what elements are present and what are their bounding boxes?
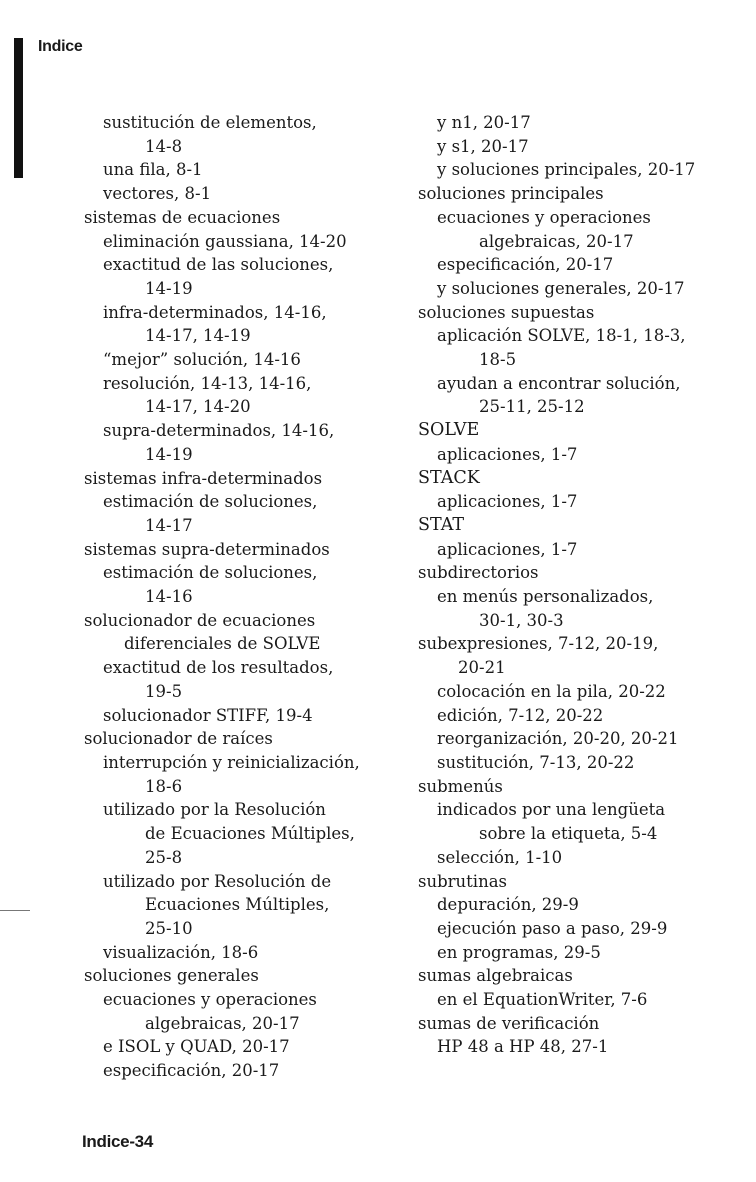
index-subentry: ecuaciones y operaciones — [103, 990, 317, 1010]
index-subentry: e ISOL y QUAD, 20-17 — [103, 1037, 290, 1057]
index-subentry: interrupción y reinicialización, — [103, 752, 360, 772]
index-subentry: 14-17, 14-20 — [145, 397, 251, 417]
margin-mark — [0, 910, 30, 911]
index-subentry: especificación, 20-17 — [103, 1061, 280, 1081]
index-subentry: aplicaciones, 1-7 — [437, 539, 578, 559]
index-subentry: sobre la etiqueta, 5-4 — [479, 824, 658, 844]
index-column-left — [84, 111, 384, 1083]
index-subentry: depuración, 29-9 — [437, 895, 579, 915]
index-subentry: estimación de soluciones, — [103, 563, 318, 583]
index-subentry: sustitución, 7-13, 20-22 — [437, 752, 635, 772]
index-subentry: exactitud de los resultados, — [103, 658, 334, 678]
index-subentry: solucionador STIFF, 19-4 — [103, 705, 313, 725]
index-subentry: visualización, 18-6 — [103, 942, 259, 962]
index-subentry: en programas, 29-5 — [437, 942, 601, 962]
index-subentry: ayudan a encontrar solución, — [437, 373, 681, 393]
index-subentry: y soluciones generales, 20-17 — [437, 278, 685, 298]
index-subentry: 14-8 — [145, 136, 183, 156]
index-subentry: 14-19 — [145, 444, 193, 464]
index-subentry: infra-determinados, 14-16, — [103, 302, 327, 322]
index-subentry: edición, 7-12, 20-22 — [437, 705, 604, 725]
index-subentry: diferenciales de SOLVE — [124, 634, 321, 654]
index-subentry: reorganización, 20-20, 20-21 — [437, 729, 679, 749]
index-entry: STACK — [418, 467, 480, 488]
index-subentry: 25-11, 25-12 — [479, 397, 585, 417]
index-entry: soluciones supuestas — [418, 302, 595, 322]
index-subentry: “mejor” solución, 14-16 — [103, 350, 301, 370]
index-subentry: 20-21 — [458, 658, 506, 678]
index-entry: sistemas infra-determinados — [84, 468, 323, 488]
index-entry: STAT — [418, 514, 465, 535]
index-entry: sumas de verificación — [418, 1013, 600, 1033]
index-entry: sistemas supra-determinados — [84, 539, 330, 559]
index-entry: soluciones principales — [418, 184, 604, 204]
index-subentry: colocación en la pila, 20-22 — [437, 681, 666, 701]
thumb-index-bar — [14, 38, 23, 178]
index-subentry: selección, 1-10 — [437, 847, 563, 867]
index-subentry: 18-6 — [145, 776, 183, 796]
index-subentry: 30-1, 30-3 — [479, 610, 564, 630]
index-subentry: de Ecuaciones Múltiples, — [145, 824, 355, 844]
index-entry: soluciones generales — [84, 966, 259, 986]
index-subentry: aplicaciones, 1-7 — [437, 492, 578, 512]
index-subentry: aplicación SOLVE, 18-1, 18-3, — [437, 326, 686, 346]
index-subentry: ecuaciones y operaciones — [437, 207, 651, 227]
index-subentry: y soluciones principales, 20-17 — [437, 160, 696, 180]
index-entry: solucionador de raíces — [84, 729, 273, 749]
index-subentry: utilizado por Resolución de — [103, 871, 332, 891]
index-subentry: ejecución paso a paso, 29-9 — [437, 918, 668, 938]
index-subentry: algebraicas, 20-17 — [145, 1013, 300, 1033]
index-subentry: 14-16 — [145, 587, 193, 607]
index-entry: sumas algebraicas — [418, 966, 573, 986]
index-subentry: supra-determinados, 14-16, — [103, 421, 335, 441]
index-entry: solucionador de ecuaciones — [84, 610, 316, 630]
index-subentry: 14-19 — [145, 278, 193, 298]
index-subentry: 14-17, 14-19 — [145, 326, 251, 346]
index-subentry: estimación de soluciones, — [103, 492, 318, 512]
index-subentry: en el EquationWriter, 7-6 — [437, 990, 648, 1010]
index-entry: subrutinas — [418, 871, 508, 891]
index-subentry: Ecuaciones Múltiples, — [145, 895, 330, 915]
index-subentry: utilizado por la Resolución — [103, 800, 326, 820]
index-subentry: indicados por una lengüeta — [437, 800, 666, 820]
index-entry: submenús — [418, 776, 503, 796]
index-subentry: en menús personalizados, — [437, 587, 654, 607]
index-subentry: resolución, 14-13, 14-16, — [103, 373, 312, 393]
index-column-right — [418, 111, 738, 1059]
index-entry: sistemas de ecuaciones — [84, 207, 281, 227]
index-entry: SOLVE — [418, 420, 480, 441]
index-subentry: especificación, 20-17 — [437, 255, 614, 275]
page-number: Indice-34 — [82, 1132, 153, 1151]
index-entry: subdirectorios — [418, 563, 539, 583]
index-subentry: eliminación gaussiana, 14-20 — [103, 231, 347, 251]
index-subentry: 14-17 — [145, 515, 193, 535]
index-subentry: HP 48 a HP 48, 27-1 — [437, 1037, 609, 1057]
index-subentry: sustitución de elementos, — [103, 113, 317, 132]
page-header: Indice — [38, 38, 83, 55]
index-subentry: y n1, 20-17 — [437, 113, 531, 132]
index-entry: subexpresiones, 7-12, 20-19, — [418, 634, 659, 654]
index-subentry: 25-10 — [145, 918, 193, 938]
index-subentry: 18-5 — [479, 350, 517, 370]
index-subentry: una fila, 8-1 — [103, 160, 203, 180]
index-subentry: 25-8 — [145, 847, 183, 867]
index-subentry: algebraicas, 20-17 — [479, 231, 634, 251]
index-subentry: exactitud de las soluciones, — [103, 255, 334, 275]
index-subentry: aplicaciones, 1-7 — [437, 444, 578, 464]
index-subentry: vectores, 8-1 — [103, 184, 212, 204]
index-subentry: 19-5 — [145, 681, 183, 701]
index-subentry: y s1, 20-17 — [437, 136, 529, 156]
